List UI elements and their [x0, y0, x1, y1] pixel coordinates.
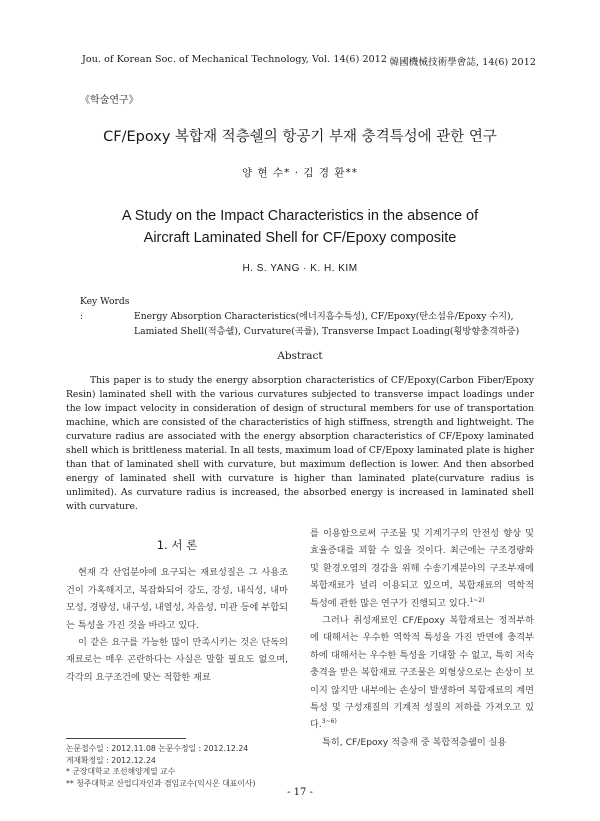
- keywords-line1: Energy Absorption Characteristics(에너지흡수특성), CF/Epoxy(탄소섬유/Epoxy 수지),: [134, 311, 514, 322]
- title-english-line1: A Study on the Impact Characteristics in the absence of: [121, 208, 479, 224]
- authors-english: H. S. YANG · K. H. KIM: [242, 263, 358, 274]
- intro-paragraph-4-text: 그러나 취성재료인 CF/Epoxy 복합재료는 정적부하에 대해서는 우수한 역학적 특성을 가진 반면에 충격부하에 대해서는 우수한 특성을 기대할 수 없고, 특히 저속충격을 받은 복합재료 구조물은 외형상으로는 손상이 보이지 않지만 내부에는 손상이 발생하여 복합재료의 계면특성 및 구성재질의 기계적 성질의 저하를 가져오고 있다.: [310, 615, 534, 731]
- journal-header-left: Jou. of Korean Soc. of Mechanical Technology, Vol. 14(6) 2012: [82, 54, 388, 65]
- keywords-line2: Lamiated Shell(적층쉘), Curvature(곡률), Transverse Impact Loading(횡방향충격하중): [134, 326, 520, 337]
- intro-paragraph-5: 특히, CF/Epoxy 적층재 중 복합적층쉘이 실용: [322, 736, 507, 748]
- article-category: 《학술연구》: [80, 95, 139, 106]
- intro-paragraph-4: [310, 612, 534, 734]
- intro-paragraph-3-text: 를 이용함으로써 구조물 및 기계기구의 안전성 향상 및 효율증대를 꾀할 수 있을 것이다. 최근에는 구조경량화 및 환경오염의 경감을 위해 수송기계분야의 구조부재에 복합재료가 널리 이용되고 있으며, 복합재료의 역학적 특성에 관한 많은 연구가 진행되고 있다.: [310, 528, 534, 609]
- authors-korean: 양 현 수* · 김 경 환**: [242, 167, 358, 179]
- title-korean: CF/Epoxy 복합재 적층쉘의 항공기 부재 충격특성에 관한 연구: [103, 129, 497, 145]
- footnote-author-1: * 군장대학교 조선해양계열 교수: [66, 767, 176, 776]
- reference-3-6: 3~6): [321, 718, 337, 726]
- title-english-line2: Aircraft Laminated Shell for CF/Epoxy composite: [143, 230, 457, 246]
- footnote-divider: [66, 738, 186, 739]
- reference-1-2: 1~2): [469, 596, 485, 604]
- keywords-block: [80, 294, 540, 339]
- page-number: - 17 -: [287, 787, 313, 798]
- footnote-author-2: ** 청주대학교 산업디자인과 겸임교수(익시온 대표이사): [66, 778, 256, 788]
- journal-header-right: 韓國機械技術學會誌, 14(6) 2012: [389, 57, 536, 68]
- intro-paragraph-3: [310, 525, 534, 612]
- intro-paragraph-2: 이 같은 요구를 가능한 많이 만족시키는 것은 단독의 재료로는 매우 곤란하다는 사실은 말할 필요도 없으며, 각각의 요구조건에 맞는 적합한 재료: [66, 637, 288, 683]
- abstract-body: This paper is to study the energy absorption characteristics of CF/Epoxy(Carbon Fiber/Epoxy Resin) laminated shell with the various curvatures subjected to transverse impact loadings under the low impact velocity in consideration of design of structural members for use of transportation machine, which are consisted of the characteristics of high stiffness, strength and lightweight. The curvature radius are associated with the energy absorption characteristics of CF/Epoxy laminated shell which is brittleness material. In all tests, maximum load of CF/Epoxy laminated plate is higher than that of laminated shell with curvature, but maximum deflection is lower. And then absorbed energy of laminated shell with curvature is higher than laminated plate(curvature radius is unlimited). As curvature radius is increased, the absorbed energy is increased in laminated shell with curvature.: [66, 375, 534, 512]
- intro-paragraph-1: 현재 각 산업분야에 요구되는 재료성질은 그 사용조건이 가혹해지고, 복잡화되어 강도, 강성, 내식성, 내마모성, 경량성, 내구성, 내열성, 차음성, 미관 등에 부합되는 특성을 가진 것을 바라고 있다.: [66, 567, 288, 631]
- intro-right-column: [310, 525, 534, 751]
- intro-left-column: [66, 537, 288, 686]
- footnotes: [66, 743, 256, 789]
- section-title-introduction: 1. 서 론: [156, 538, 198, 552]
- abstract-title: Abstract: [277, 350, 323, 362]
- keywords-label: Key Words :: [80, 296, 130, 322]
- footnote-dates: 논문접수일 : 2012.11.08 논문수정일 : 2012.12.24: [66, 744, 249, 753]
- title-english: [0, 205, 600, 249]
- footnote-accept-date: 게재확정일 : 2012.12.24: [66, 755, 156, 765]
